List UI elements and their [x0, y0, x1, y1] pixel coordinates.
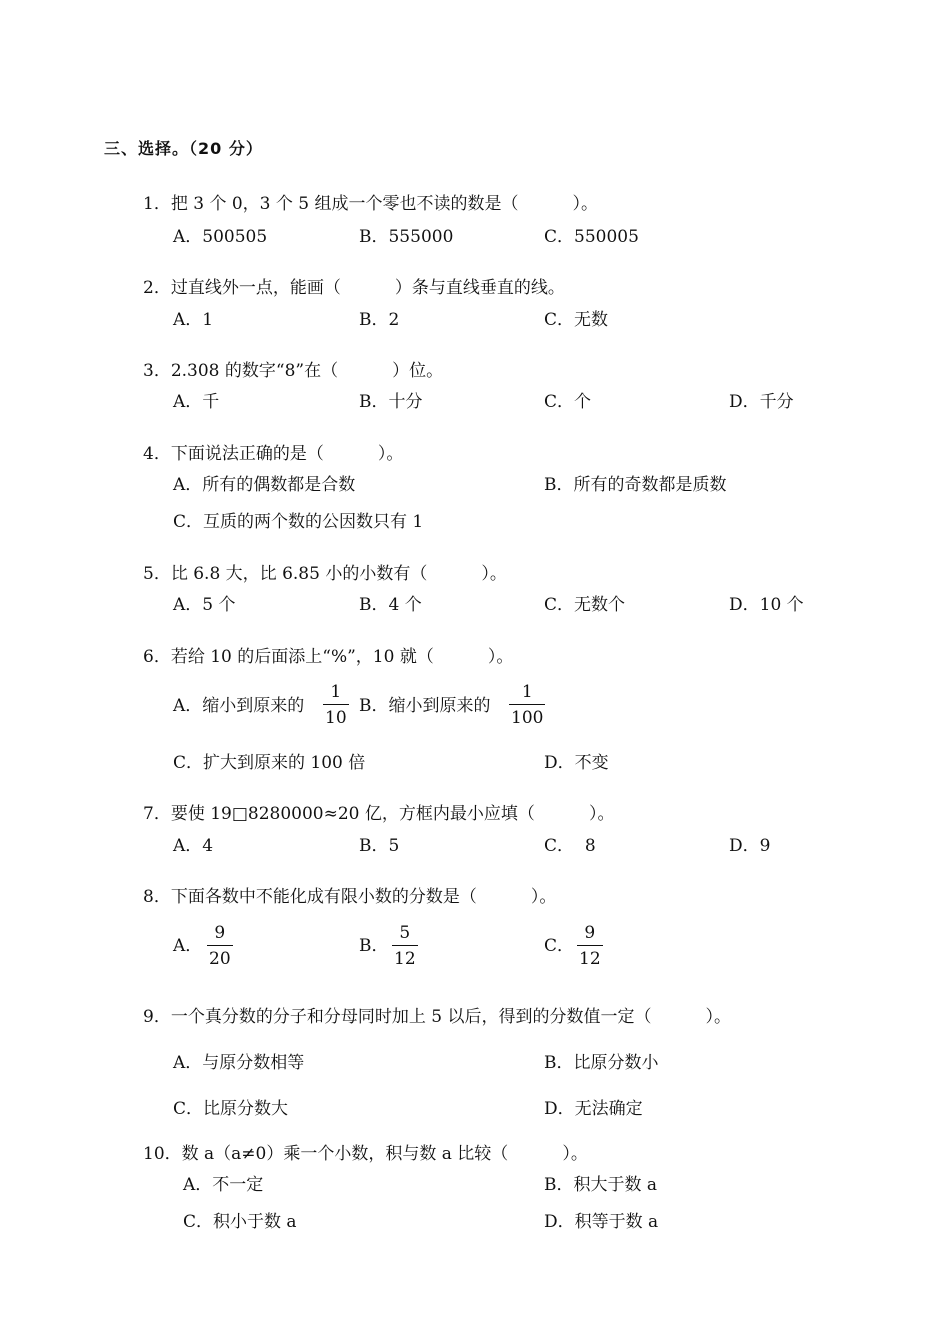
question-10-option-b[interactable]: B．积大于数 a [544, 1175, 658, 1195]
question-1-option-a[interactable]: A．500505 [173, 227, 268, 247]
question-5-option-d[interactable]: D．10 个 [729, 595, 804, 615]
fraction-bar [509, 704, 545, 705]
question-8-option-b[interactable]: B． [359, 936, 389, 956]
question-10-option-a[interactable]: A．不一定 [183, 1175, 264, 1195]
question-7-stem: 7．要使 19□8280000≈20 亿，方框内最小应填（ ）。 [143, 804, 615, 824]
fraction-1-over-100 [509, 682, 545, 728]
question-5-option-a[interactable]: A．5 个 [173, 595, 236, 615]
question-3-option-a[interactable]: A．千 [173, 392, 220, 412]
question-4-option-c[interactable]: C．互质的两个数的公因数只有 1 [173, 512, 424, 532]
fraction-bar [207, 945, 233, 946]
question-3-option-b[interactable]: B．十分 [359, 392, 423, 412]
question-7-option-a[interactable]: A．4 [173, 836, 214, 856]
question-10-stem: 10．数 a（a≠0）乘一个小数，积与数 a 比较（ ）。 [143, 1144, 588, 1164]
fraction-denominator: 12 [394, 949, 416, 969]
fraction-denominator: 100 [511, 708, 544, 728]
fraction-denominator: 20 [209, 949, 231, 969]
question-5-stem: 5．比 6.8 大，比 6.85 小的小数有（ ）。 [143, 564, 507, 584]
question-2-stem: 2．过直线外一点，能画（ ）条与直线垂直的线。 [143, 278, 565, 298]
question-9-option-b[interactable]: B．比原分数小 [544, 1053, 659, 1073]
question-6-option-b[interactable]: B．缩小到原来的 [359, 696, 491, 716]
fraction-denominator: 12 [579, 949, 601, 969]
fraction-1-over-10 [323, 682, 349, 728]
question-4-stem: 4．下面说法正确的是（ ）。 [143, 444, 404, 464]
question-6-option-c[interactable]: C．扩大到原来的 100 倍 [173, 753, 366, 773]
fraction-bar [577, 945, 603, 946]
question-4-option-b[interactable]: B．所有的奇数都是质数 [544, 475, 727, 495]
question-9-option-a[interactable]: A．与原分数相等 [173, 1053, 305, 1073]
fraction-denominator: 10 [325, 708, 347, 728]
fraction-bar [392, 945, 418, 946]
question-1-stem: 1．把 3 个 0，3 个 5 组成一个零也不读的数是（ ）。 [143, 194, 599, 214]
section-title: 三、选择。（20 分） [104, 139, 263, 158]
question-7-option-b[interactable]: B．5 [359, 836, 400, 856]
question-9-option-c[interactable]: C．比原分数大 [173, 1099, 289, 1119]
question-8-option-a[interactable]: A． [173, 936, 203, 956]
fraction-numerator: 5 [399, 923, 411, 943]
question-2-option-c[interactable]: C．无数 [544, 310, 609, 330]
question-3-stem: 3．2.308 的数字“8”在（ ）位。 [143, 361, 444, 381]
question-9-option-d[interactable]: D．无法确定 [544, 1099, 643, 1119]
question-2-option-b[interactable]: B．2 [359, 310, 400, 330]
fraction-9-over-12 [577, 923, 603, 969]
fraction-numerator: 9 [584, 923, 596, 943]
question-9-stem: 9．一个真分数的分子和分母同时加上 5 以后，得到的分数值一定（ ）。 [143, 1007, 731, 1027]
question-6-option-a[interactable]: A．缩小到原来的 [173, 696, 305, 716]
question-3-option-c[interactable]: C．个 [544, 392, 592, 412]
question-6-option-d[interactable]: D．不变 [544, 753, 609, 773]
question-1-option-b[interactable]: B．555000 [359, 227, 454, 247]
fraction-9-over-20 [207, 923, 233, 969]
question-8-option-c[interactable]: C． [544, 936, 575, 956]
question-1-option-c[interactable]: C．550005 [544, 227, 639, 247]
question-8-stem: 8．下面各数中不能化成有限小数的分数是（ ）。 [143, 887, 557, 907]
question-3-option-d[interactable]: D．千分 [729, 392, 794, 412]
fraction-numerator: 9 [214, 923, 226, 943]
question-4-option-a[interactable]: A．所有的偶数都是合数 [173, 475, 356, 495]
question-5-option-b[interactable]: B．4 个 [359, 595, 422, 615]
fraction-numerator: 1 [330, 682, 342, 702]
fraction-bar [323, 704, 349, 705]
question-6-stem: 6．若给 10 的后面添上“%”，10 就（ ）。 [143, 647, 514, 667]
question-2-option-a[interactable]: A．1 [173, 310, 214, 330]
question-10-option-c[interactable]: C．积小于数 a [183, 1212, 297, 1232]
question-7-option-d[interactable]: D．9 [729, 836, 771, 856]
question-5-option-c[interactable]: C．无数个 [544, 595, 626, 615]
fraction-numerator: 1 [521, 682, 533, 702]
fraction-5-over-12 [392, 923, 418, 969]
question-7-option-c[interactable]: C． 8 [544, 836, 596, 856]
question-10-option-d[interactable]: D．积等于数 a [544, 1212, 659, 1232]
